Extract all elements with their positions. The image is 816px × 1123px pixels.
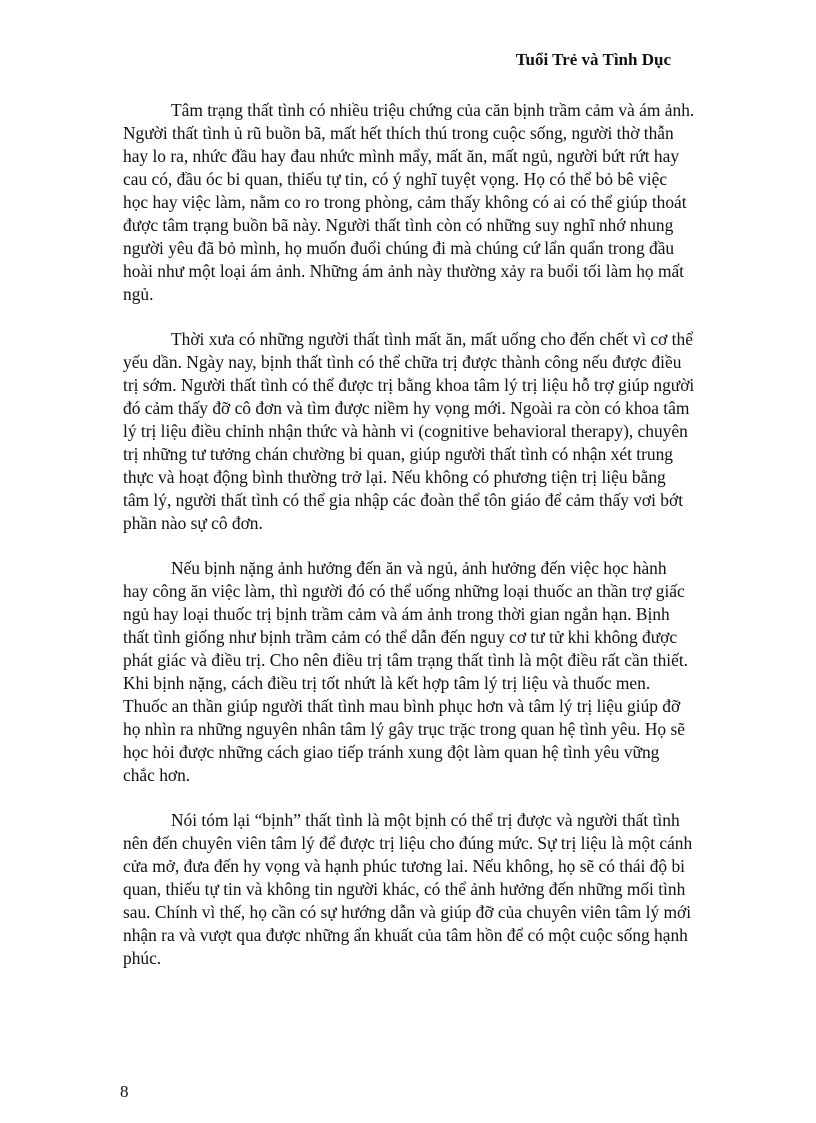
paragraph-3: Nếu bịnh nặng ảnh hưởng đến ăn và ngủ, ảnh hưởng đến việc học hành hay công ăn việc làm, thì người đó có thể uống những loại thuốc an thần trợ giấc ngủ hay loại thuốc trị bịnh trầm cảm và ám ảnh trong thời gian ngắn hạn. Bịnh thất tình giống như bịnh trầm cảm có thể dẫn đến nguy cơ tư tử khi không được phát giác và điều trị. Cho nên điều trị tâm trạng thất tình là một điều rất cần thiết. Khi bịnh nặng, cách điều trị tốt nhứt là kết hợp tâm lý trị liệu và thuốc men. Thuốc an thần giúp người thất tình mau bình phục hơn và tâm lý trị liệu giúp đỡ họ nhìn ra những nguyên nhân tâm lý gây trục trặc trong quan hệ tình yêu. Họ sẽ học hỏi được những cách giao tiếp tránh xung đột làm quan hệ tình yêu vững chắc hơn. — [123, 558, 689, 785]
body-text — [123, 99, 695, 992]
paragraph-4: Nói tóm lại “bịnh” thất tình là một bịnh có thể trị được và người thất tình nên đến chuyên viên tâm lý để được trị liệu cho đúng mức. Sự trị liệu là một cánh cửa mở, đưa đến hy vọng và hạnh phúc tương lai. Nếu không, họ sẽ có thái độ bi quan, thiếu tự tin và không tin người khác, có thể ảnh hưởng đến những mối tình sau. Chính vì thế, họ cần có sự hướng dẫn và giúp đỡ của chuyên viên tâm lý mới nhận ra và vượt qua được những ẩn khuất của tâm hồn để có một cuộc sống hạnh phúc. — [123, 810, 693, 968]
running-header-title: Tuổi Trẻ và Tình Dục — [515, 50, 671, 69]
paragraph-2: Thời xưa có những người thất tình mất ăn, mất uống cho đến chết vì cơ thể yếu dần. Ngày nay, bịnh thất tình có thể chữa trị được thành công nếu được điều trị sớm. Người thất tình có thể được trị bằng khoa tâm lý trị liệu hỗ trợ giúp người đó cảm thấy đỡ cô đơn và tìm được niềm hy vọng mới. Ngoài ra còn có khoa tâm lý trị liệu điều chỉnh nhận thức và hành vi (cognitive behavioral therapy), chuyên trị những tư tưởng chán chường bi quan, giúp người thất tình có nhận xét trung thực và hoạt động bình thường trở lại. Nếu không có phương tiện trị liệu bằng tâm lý, người thất tình có thể gia nhập các đoàn thể tôn giáo để cảm thấy vơi bớt phần nào sự cô đơn. — [123, 329, 695, 533]
page-number: 8 — [120, 1082, 129, 1101]
paragraph-1: Tâm trạng thất tình có nhiều triệu chứng của căn bịnh trầm cảm và ám ảnh. Người thất tình ủ rũ buồn bã, mất hết thích thú trong cuộc sống, người thờ thẫn hay lo ra, nhức đầu hay đau nhức mình mẩy, mất ăn, mất ngủ, người bứt rứt hay cau có, đầu óc bi quan, thiếu tự tin, có ý nghĩ tuyệt vọng. Họ có thể bỏ bê việc học hay việc làm, nằm co ro trong phòng, cảm thấy không có ai có thể giúp thoát được tâm trạng buồn bã này. Người thất tình còn có những suy nghĩ nhớ nhung người yêu đã bỏ mình, họ muốn đuổi chúng đi mà chúng cứ lẩn quẩn trong đầu hoài như một loại ám ảnh. Những ám ảnh này thường xảy ra buổi tối làm họ mất ngủ. — [123, 100, 695, 304]
